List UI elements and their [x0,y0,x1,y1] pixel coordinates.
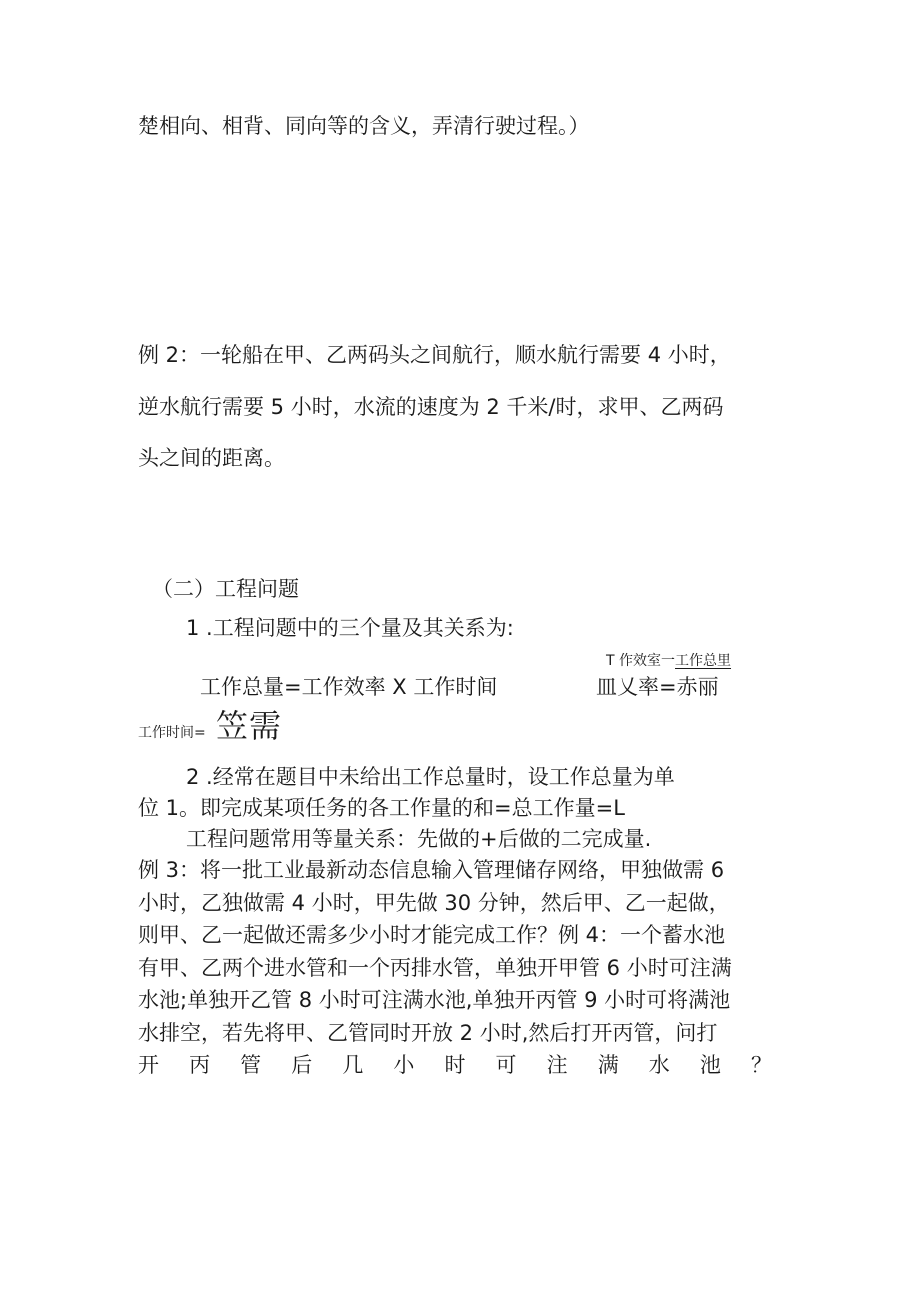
last-line-char: 水 [648,1053,670,1077]
item2-line1: 2 .经常在题目中未给出工作总量时，设工作总量为单 [186,765,675,789]
example3-line1: 例 3：将一批工业最新动态信息输入管理储存网络，甲独做需 6 [138,858,725,882]
last-line-char: 小 [393,1053,415,1077]
formula-main: 工作总量=工作效率 X 工作时间 [200,675,498,699]
formula-right: 皿乂率=赤丽 [596,675,719,699]
last-line-char: ？ [750,1053,772,1077]
formula-small-prefix: T 作效室一 [606,653,676,669]
example2-line3: 头之间的距离。 [138,446,285,470]
last-line-char: 几 [342,1053,364,1077]
example3-line3: 则甲、乙一起做还需多少小时才能完成工作？例 4：一个蓄水池 [138,923,726,947]
last-line-char: 管 [240,1053,262,1077]
example2-line2: 逆水航行需要 5 小时，水流的速度为 2 千米/时，求甲、乙两码 [138,395,724,419]
last-line-char: 时 [444,1053,466,1077]
last-line-char: 注 [546,1053,568,1077]
last-line-char: 后 [291,1053,313,1077]
example3-line5: 水池;单独开乙管 8 小时可注满水池,单独开丙管 9 小时可将满池 [138,988,731,1012]
item1-text: 1 .工程问题中的三个量及其关系为: [186,616,514,640]
last-line-char: 池 [699,1053,721,1077]
section-heading: （二）工程问题 [152,577,299,601]
relation-line: 工程问题常用等量关系：先做的+后做的二完成量. [186,827,652,851]
example3-line2: 小时，乙独做需 4 小时，甲先做 30 分钟，然后甲、乙一起做， [138,891,730,915]
last-line-char: 可 [495,1053,517,1077]
example2-line1: 例 2：一轮船在甲、乙两码头之间航行，顺水航行需要 4 小时， [138,343,731,367]
intro-line: 楚相向、相背、同向等的含义，弄清行驶过程。） [138,114,590,138]
example3-line6: 水排空，若先将甲、乙管同时开放 2 小时,然后打开丙管，问打 [138,1021,718,1045]
time-big-text: 笠需 [216,707,283,745]
example3-line4: 有甲、乙两个进水管和一个丙排水管，单独开甲管 6 小时可注满 [138,956,732,980]
example3-last-line [138,1055,772,1076]
last-line-char: 满 [597,1053,619,1077]
formula-small-note [606,654,731,668]
last-line-char: 开 [138,1053,159,1077]
item2-line2: 位 1。即完成某项任务的各工作量的和=总工作量=L [138,796,625,820]
last-line-char: 丙 [189,1053,211,1077]
time-label: 工作时间= [138,725,206,741]
formula-small-underlined: 工作总里 [675,653,732,669]
